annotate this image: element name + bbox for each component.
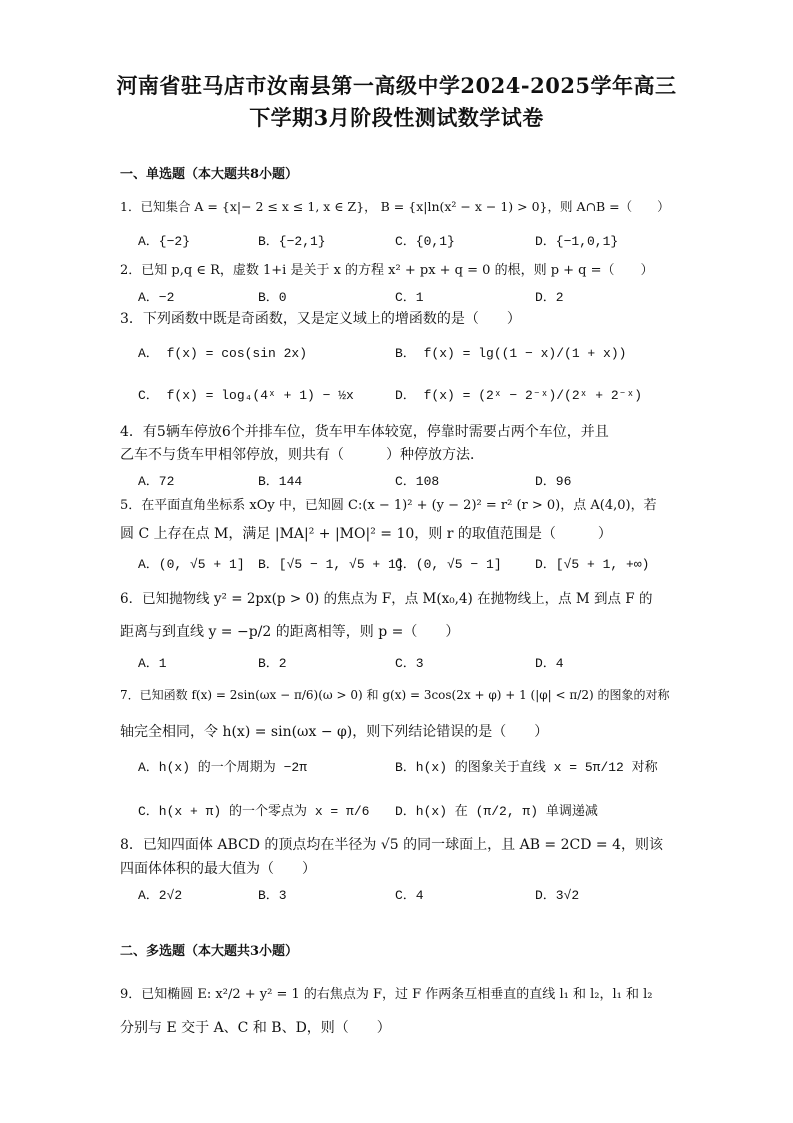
- question-3-option-d: D． f(x) = (2ˣ − 2⁻ˣ)/(2ˣ + 2⁻ˣ): [395, 388, 643, 403]
- question-5-stem-line-1: 5．在平面直角坐标系 xOy 中，已知圆 C:(x − 1)² + (y − 2)² = r² (r > 0)，点 A(4,0)，若: [120, 498, 657, 513]
- question-1-stem: 1．已知集合 A = {x|− 2 ≤ x ≤ 1, x ∈ Z}， B = {x|ln(x² − x − 1) > 0}，则 A∩B =（ ）: [120, 199, 670, 214]
- question-9-stem-line-1: 9．已知椭圆 E: x²/2 + y² = 1 的右焦点为 F，过 F 作两条互相垂直的直线 l₁ 和 l₂，l₁ 和 l₂: [120, 987, 653, 1002]
- question-8-stem-line-1: 8．已知四面体 ABCD 的顶点均在半径为 √5 的同一球面上，且 AB = 2CD = 4，则该: [120, 837, 663, 853]
- question-6-stem-line-1: 6．已知抛物线 y² = 2px(p > 0) 的焦点为 F，点 M(x₀,4) 在抛物线上，点 M 到点 F 的: [120, 591, 653, 607]
- question-1-option-b: B．{−2,1}: [258, 234, 326, 249]
- question-8-option-c: C．4: [395, 888, 424, 903]
- question-6-stem-line-2: 距离与到直线 y = −p/2 的距离相等，则 p =（ ）: [120, 624, 460, 640]
- question-5-stem-line-2: 圆 C 上存在点 M，满足 |MA|² + |MO|² = 10，则 r 的取值范围是（ ）: [120, 526, 612, 542]
- question-5-option-b: B．[√5 − 1, √5 + 1]: [258, 557, 404, 572]
- question-4-option-c: C．108: [395, 474, 440, 489]
- section-heading-multiple-choice: 二、多选题（本大题共3小题）: [120, 944, 299, 959]
- question-9-stem-line-2: 分别与 E 交于 A、C 和 B、D，则（ ）: [120, 1020, 391, 1036]
- exam-title-line-2: 下学期3月阶段性测试数学试卷: [249, 105, 544, 130]
- question-3-option-c: C． f(x) = log₄(4ˣ + 1) − ½x: [138, 388, 354, 403]
- question-2-option-a: A．−2: [138, 290, 175, 305]
- question-7-option-c: C．h(x + π) 的一个零点为 x = π/6: [138, 804, 370, 819]
- question-6-option-d: D．4: [535, 656, 564, 671]
- question-1-option-c: C．{0,1}: [395, 234, 455, 249]
- question-3-option-a: A． f(x) = cos(sin 2x): [138, 346, 308, 361]
- question-6-option-b: B．2: [258, 656, 287, 671]
- question-2-option-c: C．1: [395, 290, 424, 305]
- question-4-option-b: B．144: [258, 474, 303, 489]
- question-4-stem-line-2: 乙车不与货车甲相邻停放，则共有（ ）种停放方法．: [120, 447, 484, 463]
- section-heading-single-choice: 一、单选题（本大题共8小题）: [120, 167, 299, 182]
- question-5-option-a: A．(0, √5 + 1]: [138, 557, 245, 572]
- question-6-option-a: A．1: [138, 656, 167, 671]
- question-3-option-b: B． f(x) = lg((1 − x)/(1 + x)): [395, 346, 627, 361]
- question-2-stem: 2．已知 p,q ∈ R，虚数 1+i 是关于 x 的方程 x² + px + q = 0 的根，则 p + q =（ ）: [120, 263, 654, 278]
- question-8-option-a: A．2√2: [138, 888, 183, 903]
- question-7-option-a: A．h(x) 的一个周期为 −2π: [138, 760, 308, 775]
- question-1-option-a: A．{−2}: [138, 234, 191, 249]
- question-4-option-d: D．96: [535, 474, 572, 489]
- question-5-option-c: C．(0, √5 − 1]: [395, 557, 502, 572]
- question-4-stem-line-1: 4．有5辆车停放6个并排车位，货车甲车体较宽，停靠时需要占两个车位，并且: [120, 424, 609, 440]
- question-7-option-d: D．h(x) 在 (π/2, π) 单调递减: [395, 804, 598, 819]
- question-7-stem-line-1: 7．已知函数 f(x) = 2sin(ωx − π/6)(ω > 0) 和 g(x) = 3cos(2x + φ) + 1 (|φ| < π/2) 的图象的对称: [120, 688, 670, 702]
- question-8-stem-line-2: 四面体体积的最大值为（ ）: [120, 861, 316, 877]
- question-2-option-b: B．0: [258, 290, 287, 305]
- question-8-option-d: D．3√2: [535, 888, 580, 903]
- question-4-option-a: A．72: [138, 474, 175, 489]
- question-8-option-b: B．3: [258, 888, 287, 903]
- question-5-option-d: D．[√5 + 1, +∞): [535, 557, 650, 572]
- question-2-option-d: D．2: [535, 290, 564, 305]
- exam-title-line-1: 河南省驻马店市汝南县第一高级中学2024-2025学年高三: [116, 73, 677, 98]
- question-1-option-d: D．{−1,0,1}: [535, 234, 619, 249]
- question-3-stem: 3．下列函数中既是奇函数，又是定义域上的增函数的是（ ）: [120, 311, 521, 327]
- question-6-option-c: C．3: [395, 656, 424, 671]
- question-7-stem-line-2: 轴完全相同，令 h(x) = sin(ωx − φ)，则下列结论错误的是（ ）: [120, 724, 549, 740]
- question-7-option-b: B．h(x) 的图象关于直线 x = 5π/12 对称: [395, 760, 658, 775]
